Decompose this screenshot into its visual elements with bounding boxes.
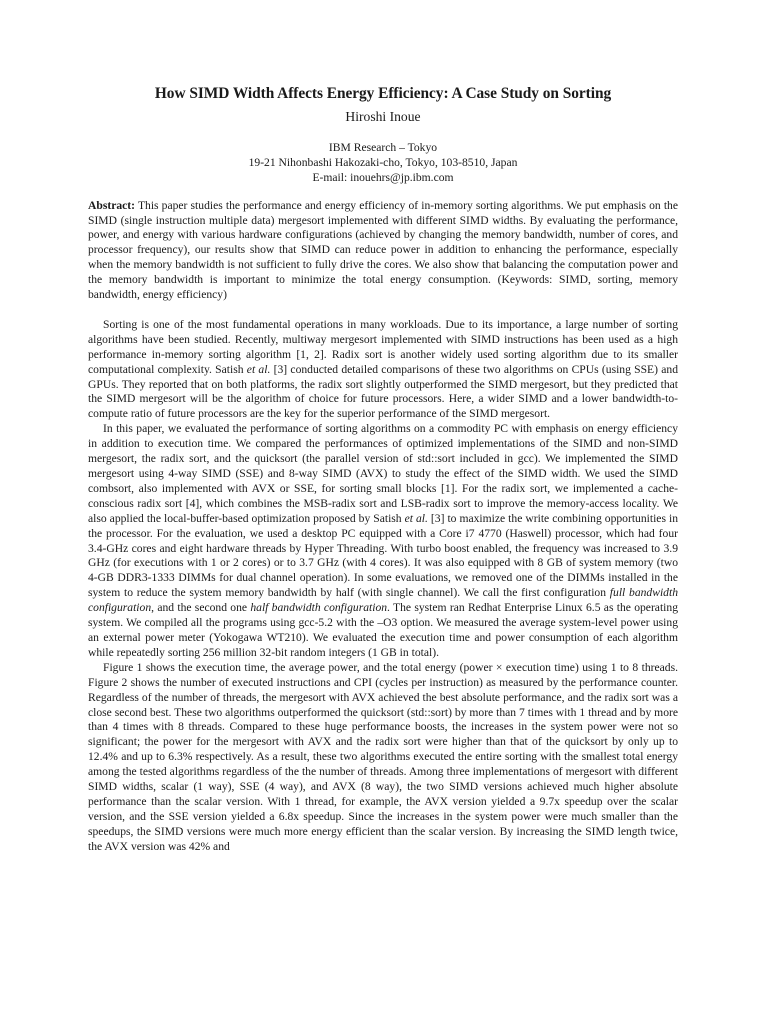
emphasis-text: full bandwidth configuration — [88, 586, 678, 615]
body-text — [88, 318, 678, 855]
emphasis-text: half bandwidth configuration — [250, 601, 388, 615]
text-run: [3] to maximize the write combining opportunities in the processor. For the evaluation, we used a desktop PC equipped with a Core i7 4770 (Haswell) processor, which had four 3.4-GHz cores and eight hardware threads by Hyper Threading. With turbo boost enabled, the frequency was increased to 3.9 GHz (for executions with 1 or 2 cores) or to 3.7 GHz (with 4 cores). It was also equipped with 8 GB of system memory (two 4-GB DDR3-1333 DIMMs for dual channel operation). In some evaluations, we removed one of the DIMMs installed in the system to reduce the system memory bandwidth by half (with single channel). We call the first configuration — [88, 511, 678, 600]
author-name: Hiroshi Inoue — [345, 109, 421, 124]
paper-page — [88, 84, 678, 855]
paper-title: How SIMD Width Affects Energy Efficiency: A Case Study on Sorting — [154, 85, 612, 102]
affiliation-address: 19-21 Nihonbashi Hakozaki-cho, Tokyo, 103-8510, Japan — [248, 156, 518, 170]
emphasis-text: et al. — [246, 362, 271, 376]
paragraph-intro — [88, 318, 678, 422]
emphasis-text: et al. — [404, 511, 428, 525]
paragraph-results: Figure 1 shows the execution time, the average power, and the total energy (power × execution time) using 1 to 8 threads. Figure 2 shows the number of executed instructions and CPI (cycles per instruction) as measured by the performance counter. Regardless of the number of threads, the mergesort with AVX achieved the best absolute performance, and the radix sort was a close second best. These two algorithms outperformed the quicksort (std::sort) by more than 7 times with 1 thread and by more than 4 times with 8 threads. Compared to these huge performance boosts, the increases in the system power were not so significant; the power for the mergesort with AVX and the radix sort were higher than that of the quicksort by only up to 12.4% and up to 6.3% respectively. As a result, these two algorithms executed the entire sorting with the smallest total energy among the tested algorithms regardless of the the number of threads. Among three implementations of mergesort with different SIMD widths, scalar (1 way), SSE (4 way), and AVX (8 way), the two SIMD versions achieved much higher absolute performance than the scalar version. With 1 thread, for example, the AVX version yielded a 9.7x speedup over the scalar version, and the SSE version yielded a 6.8x speedup. Since the increases in the system power were much smaller than the speedups, the SIMD versions were much more energy efficient than the scalar version. By increasing the SIMD length twice, the AVX version was 42% and — [88, 660, 678, 853]
affiliation-block — [88, 140, 678, 186]
text-run: Sorting is one of the most fundamental operations in many workloads. Due to its importance, a large number of sorting algorithms have been studied. Recently, multiway mergesort implemented with SIMD instructions has been used as a high performance in-memory sorting algorithm [1, 2]. Radix sort is another widely used sorting algorithm due to its smaller computational complexity. Satish — [88, 317, 678, 376]
abstract-text: This paper studies the performance and energy efficiency of in-memory sorting algorithms. We put emphasis on the SIMD (single instruction multiple data) mergesort implemented with different SIMD widths. By evaluating the performance, power, and energy with various hardware configurations (achieved by changing the memory bandwidth, number of cores, and processor frequency), our results show that SIMD can reduce power in addition to enhancing the performance, especially when the memory bandwidth is not sufficient to fully drive the cores. We also show that balancing the computation power and the memory bandwidth is important to minimize the total energy consumption. (Keywords: SIMD, sorting, memory bandwidth, energy efficiency) — [88, 198, 678, 302]
paragraph-methodology — [88, 422, 678, 661]
abstract — [88, 199, 678, 303]
text-run: , and the second one — [151, 601, 251, 615]
text-run: In this paper, we evaluated the performance of sorting algorithms on a commodity PC with emphasis on energy efficiency in addition to execution time. We compared the performances of optimized implementations of the SIMD and non-SIMD mergesort, the radix sort, and the quicksort (the parallel version of std::sort included in gcc). We implemented the SIMD mergesort using 4-way SIMD (SSE) and 8-way SIMD (AVX) to study the effect of the SIMD width. We used the SIMD combsort, also implemented with AVX or SSE, for sorting small blocks [1]. For the radix sort, we implemented a cache-conscious radix sort [4], which combines the MSB-radix sort and LSB-radix sort to improve the memory-access locality. We also applied the local-buffer-based optimization proposed by Satish — [88, 422, 678, 525]
affiliation-email: E-mail: inouehrs@jp.ibm.com — [312, 171, 454, 185]
affiliation-org: IBM Research – Tokyo — [328, 141, 438, 154]
abstract-label: Abstract: — [88, 198, 136, 212]
text-run: [3] conducted detailed comparisons of these two algorithms on CPUs (using SSE) and GPUs. They reported that on both platforms, the radix sort slightly outperformed the SIMD mergesort, but they predicted that the SIMD mergesort will be the algorithm of choice for future processors. Here, a wider SIMD and a lower bandwidth-to-compute ratio of future processors are the key for the superior performance of the SIMD mergesort. — [88, 362, 679, 421]
text-run: . The system ran Redhat Enterprise Linux 6.5 as the operating system. We compiled all the programs using gcc-5.2 with the –O3 option. We measured the average system-level power using an external power meter (Yokogawa WT210). We evaluated the execution time and power consumption of each algorithm while repeatedly sorting 256 million 32-bit random integers (1 GB in total). — [88, 601, 678, 659]
